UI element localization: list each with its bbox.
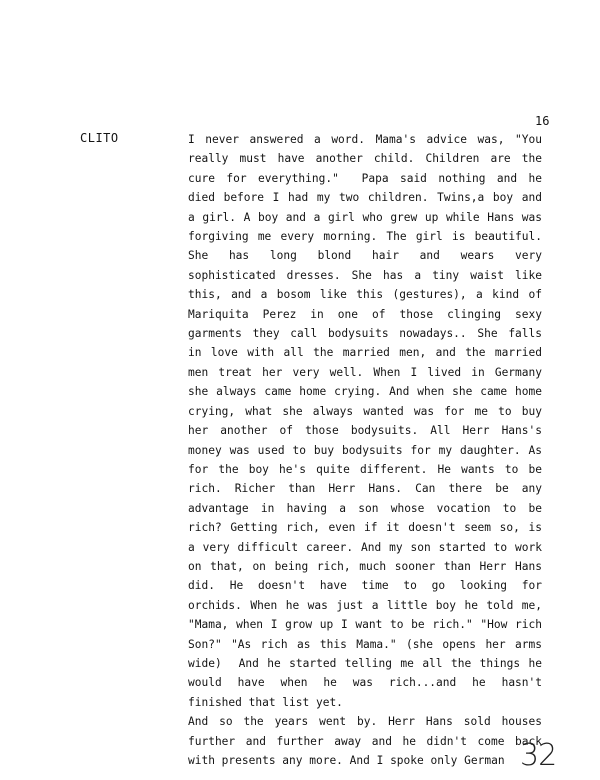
dialogue-line: money was used to buy bodysuits for my daughter. As bbox=[188, 443, 542, 457]
dialogue-line: a girl. A boy and a girl who grew up while Hans was bbox=[188, 210, 542, 224]
dialogue-line: finished that list yet. bbox=[188, 695, 343, 709]
dialogue-line: on that, on being rich, much sooner than Herr Hans bbox=[188, 559, 542, 573]
dialogue-line: She has long blond hair and wears very bbox=[188, 249, 542, 263]
dialogue-line: men treat her very well. When I lived in Germany bbox=[188, 365, 542, 379]
dialogue-line: forgiving me every morning. The girl is beautiful. bbox=[188, 230, 542, 244]
dialogue-line: a very difficult career. And my son started to work bbox=[188, 540, 542, 554]
dialogue-line: further and further away and he didn't come back bbox=[188, 734, 542, 748]
dialogue-line: crying, what she always wanted was for me to buy bbox=[188, 404, 542, 418]
dialogue-line: orchids. When he was just a little boy he told me, bbox=[188, 598, 542, 612]
dialogue-line: would have when he was rich...and he hasn't bbox=[188, 676, 542, 690]
dialogue-line: garments they call bodysuits nowadays.. She falls bbox=[188, 327, 542, 341]
dialogue-line: rich? Getting rich, even if it doesn't seem so, is bbox=[188, 521, 542, 535]
dialogue-line: this, and a bosom like this (gestures), a kind of bbox=[188, 288, 542, 302]
dialogue-line: she always came home crying. And when she came home bbox=[188, 385, 542, 399]
page-number: 16 bbox=[535, 114, 550, 128]
dialogue-line: did. He doesn't have time to go looking for bbox=[188, 579, 542, 593]
dialogue-line: for the boy he's quite different. He wants to be bbox=[188, 462, 542, 476]
dialogue-line: And so the years went by. Herr Hans sold houses bbox=[188, 715, 542, 729]
dialogue-line: sophisticated dresses. She has a tiny waist like bbox=[188, 268, 542, 282]
dialogue-line: really must have another child. Children are the bbox=[188, 152, 542, 166]
dialogue-line: I never answered a word. Mama's advice was, "You bbox=[188, 133, 542, 146]
dialogue-line: with presents any more. And I spoke only German bbox=[188, 754, 505, 767]
dialogue-line: Son?" "As rich as this Mama." (she opens her arms bbox=[188, 637, 542, 651]
dialogue-line: her another of those bodysuits. All Herr Hans's bbox=[188, 424, 542, 438]
character-name: CLITO bbox=[80, 131, 119, 145]
dialogue-line: "Mama, when I grow up I want to be rich." "How rich bbox=[188, 618, 542, 632]
dialogue-line: rich. Richer than Herr Hans. Can there be any bbox=[188, 482, 542, 496]
dialogue-text bbox=[188, 130, 542, 770]
dialogue-line: advantage in having a son whose vocation to be bbox=[188, 501, 542, 515]
dialogue-line: cure for everything." Papa said nothing and he bbox=[188, 171, 542, 185]
dialogue-line: died before I had my two children. Twins,a boy and bbox=[188, 191, 542, 205]
dialogue-line: wide) And he started telling me all the things he bbox=[188, 656, 542, 670]
handwritten-folio-number: 32 bbox=[520, 738, 557, 773]
dialogue-line: Mariquita Perez in one of those clinging sexy bbox=[188, 307, 542, 321]
dialogue-line: in love with all the married men, and the married bbox=[188, 346, 542, 360]
